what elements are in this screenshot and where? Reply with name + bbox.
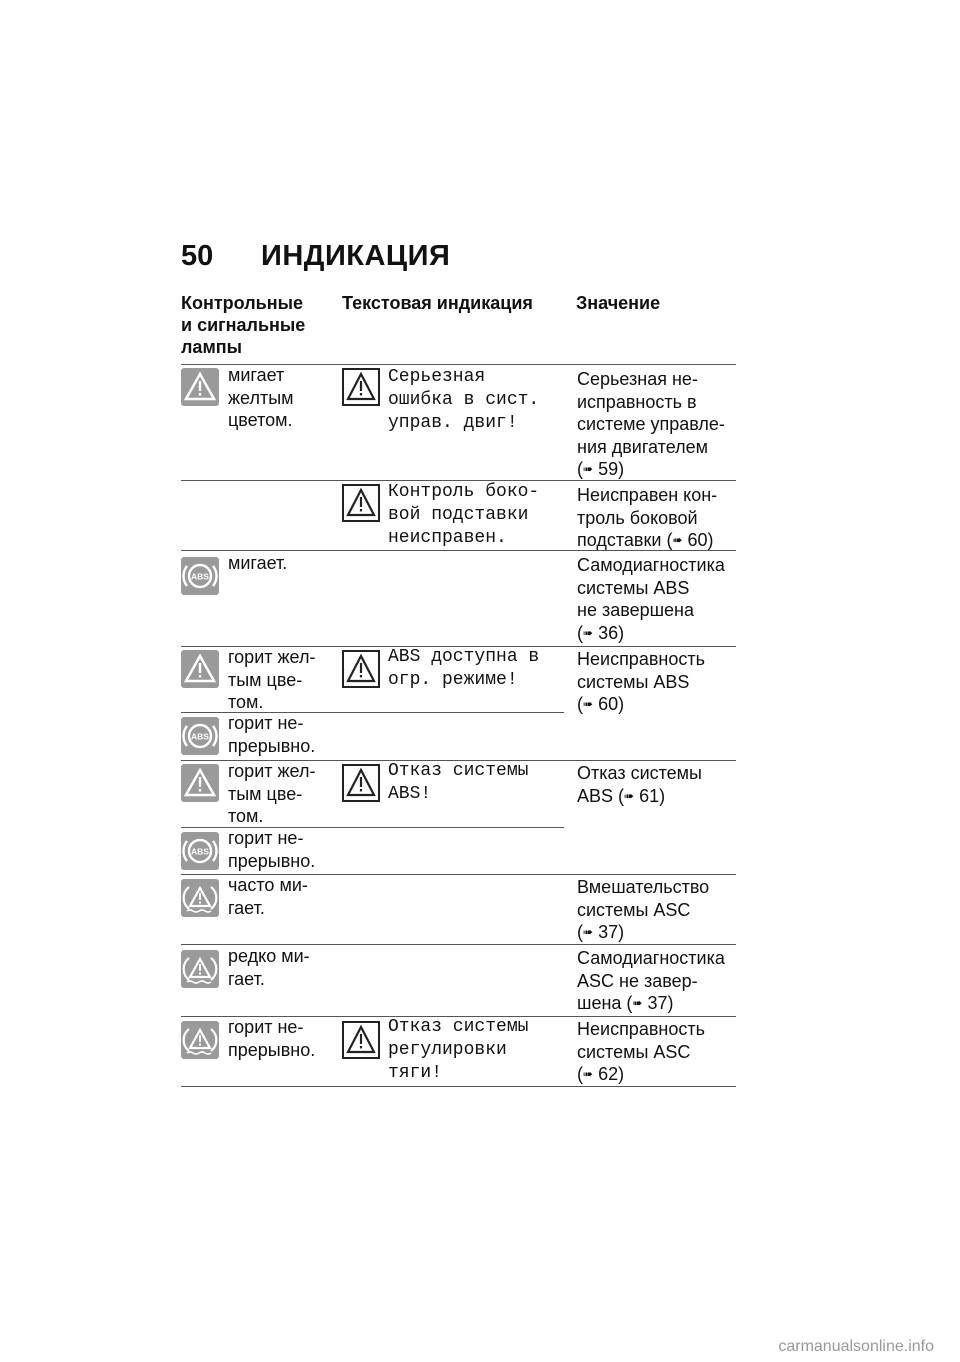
page-reference[interactable]: (➠ 37) (577, 922, 625, 942)
general-warning-lamp-icon (181, 764, 219, 802)
column-header-lamps: Контрольные и сигнальные лампы (181, 293, 306, 357)
meaning-text: Вмешательство системы ASC (➠ 37) (577, 877, 710, 942)
lamp-status: горит не- прерывно. (228, 1017, 316, 1060)
abs-lamp-icon (181, 717, 219, 755)
lamp-status: редко ми- гает. (228, 946, 310, 989)
column-header-text-display: Текстовая индикация (342, 293, 533, 313)
page-number: 50 (181, 240, 214, 272)
page-reference-arrow-icon: ➠ (583, 1067, 594, 1081)
page-reference-arrow-icon: ➠ (672, 533, 683, 547)
general-warning-lamp-icon (181, 368, 219, 406)
page-reference-arrow-icon: ➠ (583, 925, 594, 939)
lamp-status: горит жел- тым цве- том. (228, 761, 316, 826)
display-warning-icon (342, 368, 380, 406)
asc-lamp-icon (181, 1021, 219, 1059)
display-message: Серьезная ошибка в сист. управ. двиг! (388, 367, 540, 433)
page-title: ИНДИКАЦИЯ (261, 240, 451, 272)
display-warning-icon (342, 764, 380, 802)
page-reference[interactable]: (➠ 37) (626, 993, 674, 1013)
page-reference[interactable]: (➠ 60) (577, 694, 625, 714)
page-reference-arrow-icon: ➠ (583, 625, 594, 640)
lamp-status: горит не- прерывно. (228, 828, 316, 871)
page-reference[interactable]: (➠ 59) (577, 459, 625, 479)
asc-lamp-icon (181, 950, 219, 988)
meaning-text: Неисправность системы ABS (➠ 60) (577, 649, 705, 714)
lamp-status: мигает желтым цветом. (228, 365, 294, 430)
meaning-text: Отказ системы ABS (➠ 61) (577, 763, 702, 806)
lamp-status: мигает. (228, 553, 288, 573)
meaning-text: Самодиагностика системы ABS не завершена (➠ 36) (577, 555, 725, 643)
page-reference[interactable]: (➠ 62) (577, 1064, 625, 1084)
page-reference-arrow-icon: ➠ (583, 697, 594, 711)
general-warning-lamp-icon (181, 650, 219, 688)
page-reference[interactable]: (➠ 61) (618, 785, 666, 806)
meaning-text: Серьезная не- исправность в системе управле- ния двигателем (➠ 59) (577, 369, 725, 479)
display-message: ABS доступна в огр. режиме! (388, 647, 540, 690)
abs-lamp-icon (181, 557, 219, 595)
display-message: Контроль боко- вой подставки неисправен. (388, 482, 540, 548)
lamp-status: часто ми- гает. (228, 875, 308, 918)
watermark: carmanualsonline.info (778, 1338, 934, 1355)
display-warning-icon (342, 1021, 380, 1059)
lamp-status: горит жел- тым цве- том. (228, 647, 316, 712)
meaning-text: Самодиагностика ASC не завер- шена (➠ 37) (577, 948, 725, 1013)
asc-lamp-icon (181, 879, 219, 917)
page-reference-arrow-icon: ➠ (624, 788, 635, 803)
display-warning-icon (342, 650, 380, 688)
page-reference-arrow-icon: ➠ (632, 996, 643, 1010)
abs-lamp-icon (181, 832, 219, 870)
svg-text:ABS: ABS (191, 571, 209, 582)
page-reference-arrow-icon: ➠ (583, 462, 594, 476)
svg-text:ABS: ABS (191, 731, 209, 742)
display-message: Отказ системы регулировки тяги! (388, 1017, 529, 1083)
table-bottom-rule (181, 1086, 736, 1087)
svg-text:ABS: ABS (191, 846, 209, 857)
column-header-meaning: Значение (576, 293, 661, 313)
meaning-text: Неисправен кон- троль боковой подставки (➠ 60) (577, 485, 718, 550)
display-message: Отказ системы ABS! (388, 761, 529, 804)
display-warning-icon (342, 484, 380, 522)
page-reference[interactable]: (➠ 60) (666, 530, 714, 550)
meaning-text: Неисправность системы ASC (➠ 62) (577, 1019, 705, 1084)
page-reference[interactable]: (➠ 36) (577, 622, 625, 643)
lamp-status: горит не- прерывно. (228, 713, 316, 756)
